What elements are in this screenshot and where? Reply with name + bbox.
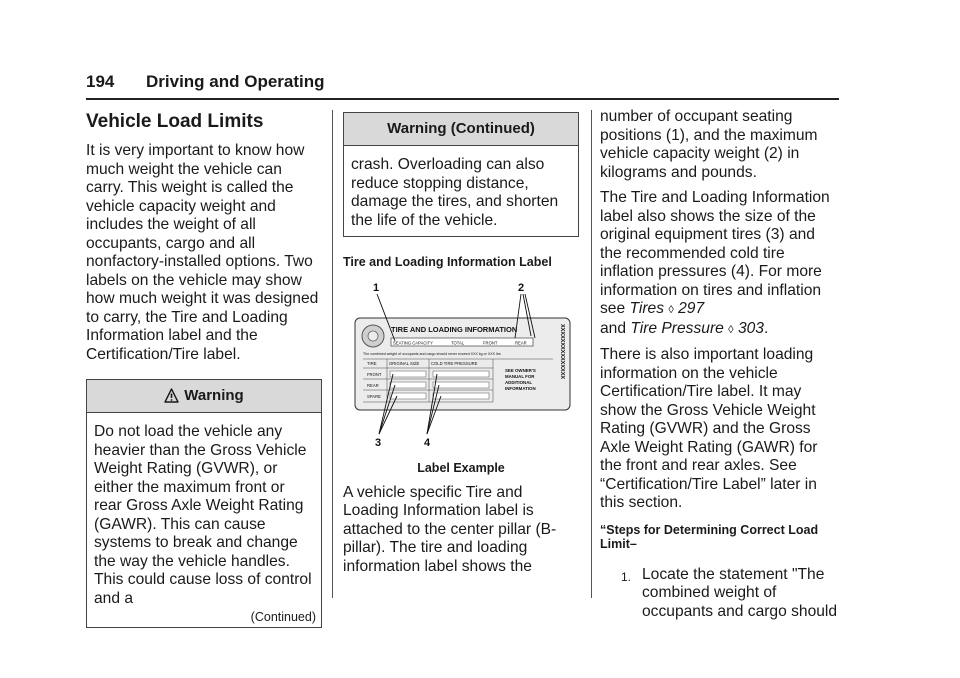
column-1 xyxy=(86,110,322,628)
column-divider-2 xyxy=(591,110,592,598)
steps-list xyxy=(600,566,840,622)
steps-heading: “Steps for Determining Correct Load Limit– xyxy=(600,522,819,551)
row-rear: REAR xyxy=(367,382,379,388)
row-front: FRONT xyxy=(367,371,382,377)
figure-caption: Label Example xyxy=(417,460,505,475)
cold-pressure-head: COLD TIRE PRESSURE xyxy=(431,360,478,366)
continuation-paragraph: number of occupant seating positions (1), and the maximum vehicle capacity weight (2) in kilograms and pounds. xyxy=(600,108,818,181)
continued-note: (Continued) xyxy=(250,610,316,624)
certification-paragraph: There is also important loading information on the vehicle Certification/Tire label. It may show the Gross Vehicle Weight Rating (GVWR) and the Gross Axle Weight Rating (GAWR) for the front and rear axles. See “Certification/Tire Label” later in this section. xyxy=(600,346,818,511)
total-text: TOTAL xyxy=(451,340,465,345)
ref-arrow-icon: ◊ xyxy=(668,304,674,316)
warning-continued-header: Warning (Continued) xyxy=(344,113,578,146)
original-size-head: ORIGINAL SIZE xyxy=(389,360,420,366)
column-divider-1 xyxy=(332,110,333,598)
tire-col-head: TIRE xyxy=(367,360,377,366)
row-spare: SPARE xyxy=(367,393,381,399)
warning-continued-body: crash. Overloading can also reduce stopping distance, damage the tires, and shorten the life of the vehicle. xyxy=(351,156,559,229)
tire-info-text: The Tire and Loading Information label also shows the size of the original equipment tires (3) and the recommended cold tire inflation pressures (4). For more information on tires and inflation see xyxy=(600,189,830,317)
ref-arrow-icon-2: ◊ xyxy=(728,323,734,336)
period: . xyxy=(763,319,769,337)
header-rule xyxy=(86,98,839,100)
warning-triangle-icon xyxy=(164,388,179,403)
side-note-1: SEE OWNER'S xyxy=(505,367,536,373)
column-3 xyxy=(600,108,840,621)
tires-page-ref[interactable]: 297 xyxy=(678,300,705,317)
label-location-paragraph: A vehicle specific Tire and Loading Information label is attached to the center pillar (B-pillar). The tire and loading information label shows the xyxy=(343,483,557,575)
rear-seat-text: REAR xyxy=(515,340,527,345)
side-note-3: ADDITIONAL xyxy=(505,379,533,385)
warning-header xyxy=(87,380,321,413)
front-seat-text: FRONT xyxy=(483,340,498,345)
step-number: 1. xyxy=(621,569,632,584)
warning-body: Do not load the vehicle any heavier than the Gross Vehicle Weight Rating (GVWR), or either the maximum front or rear Gross Axle Weight Rating (GAWR). This can cause systems to break and change the way the vehicle handles. This could cause loss of control and a xyxy=(94,423,312,607)
tire-pressure-reference-link[interactable]: Tire Pressure xyxy=(630,319,724,337)
list-item xyxy=(600,566,840,622)
section-heading: Vehicle Load Limits xyxy=(86,111,264,132)
tires-reference-link[interactable]: Tires xyxy=(629,300,664,317)
callout-4: 4 xyxy=(424,436,431,449)
tire-label-figure xyxy=(343,276,579,458)
callout-3: 3 xyxy=(375,436,382,449)
combined-weight-text: The combined weight of occupants and cargo should never exceed XXX kg or XXX lbs xyxy=(363,351,501,356)
callout-1: 1 xyxy=(373,281,380,294)
intro-paragraph: It is very important to know how much weight the vehicle can carry. This weight is called the vehicle capacity weight and includes the weight of all occupants, cargo and all nonfactory-installed options. Two labels on the vehicle may show how much weight it was designed to carry, the Tire and Loading Information label and the Certification/Tire label. xyxy=(86,142,319,363)
side-note-4: INFORMATION xyxy=(505,385,536,391)
warning-continued-box xyxy=(343,112,579,237)
side-note-2: MANUAL FOR xyxy=(505,373,535,379)
warning-title: Warning xyxy=(184,387,244,404)
and-text: and xyxy=(600,319,631,337)
tire-label-illustration xyxy=(343,276,579,458)
tire-info-paragraph xyxy=(600,189,840,339)
seating-capacity-text: SEATING CAPACITY xyxy=(393,340,433,345)
barcode-text: XXXXXXXXXXXXXXX xyxy=(559,323,565,379)
label-title: TIRE AND LOADING INFORMATION xyxy=(391,324,518,334)
warning-box xyxy=(86,379,322,628)
page-number: 194 xyxy=(86,72,115,91)
callout-2: 2 xyxy=(518,281,525,294)
section-title: Driving and Operating xyxy=(146,72,325,91)
step-text: Locate the statement "The combined weight of occupants and cargo should xyxy=(642,565,838,620)
figure-heading: Tire and Loading Information Label xyxy=(343,255,552,269)
column-2 xyxy=(343,112,579,576)
tire-pressure-page-ref[interactable]: 303 xyxy=(737,319,764,337)
